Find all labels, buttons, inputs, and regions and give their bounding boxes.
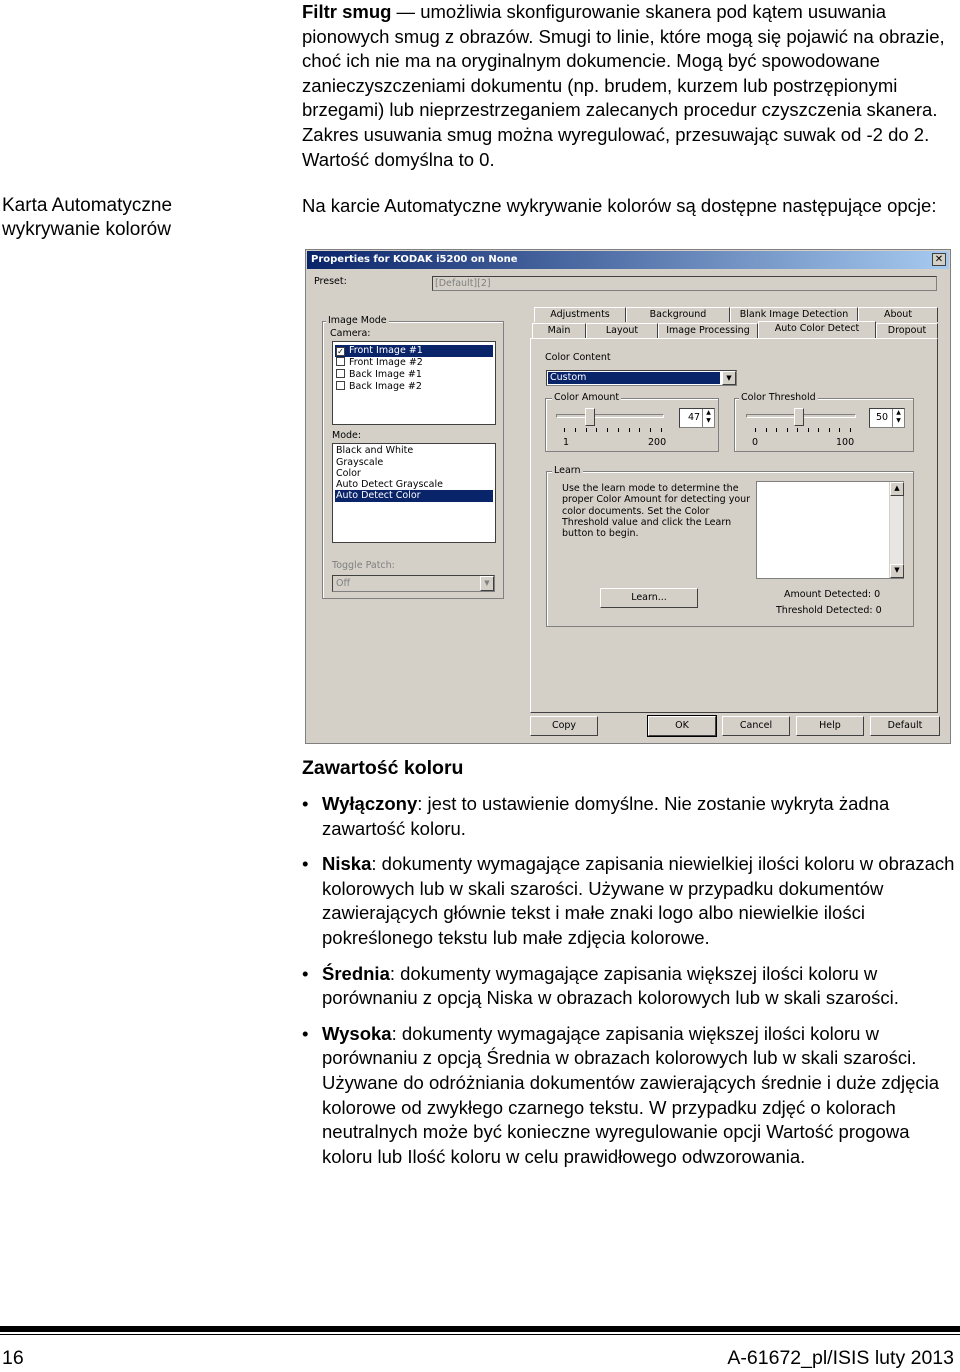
color-amount-spinbox[interactable] [679,408,715,428]
amount-detected: Amount Detected: 0 [784,589,881,600]
scrollbar[interactable] [889,482,903,578]
dialog-titlebar [307,251,949,269]
color-amount-value: 47 [688,412,701,423]
list-item [302,962,957,1011]
learn-instructions: Use the learn mode to determine the proper Color Amount for detecting your color documents. Set the Color Threshold value and click the Learn button to begin. [562,483,751,540]
checkbox-checked-icon[interactable]: ✓ [337,347,344,356]
mode-item[interactable]: Black and White [336,445,414,456]
section-title: Zawartość koloru [302,757,464,779]
help-button[interactable]: Help [796,716,864,736]
slider-tick [818,428,819,432]
option-term: Średnia [322,962,390,984]
chevron-down-icon[interactable]: ▼ [722,371,736,385]
section-intro: Na karcie Automatyczne wykrywanie kolorów są dostępne następujące opcje: [302,195,937,216]
slider-tick [797,428,798,432]
learn-preview [756,481,904,579]
color-amount-label: Color Amount [554,392,620,403]
color-threshold-value: 50 [876,412,889,423]
tab-blank-image-detection[interactable]: Blank Image Detection [730,307,858,322]
color-amount-ticks [564,428,662,434]
list-item [302,1022,957,1170]
camera-label: Camera: [330,328,371,339]
slider-tick [639,428,640,432]
mode-list[interactable] [332,443,496,543]
copy-button[interactable]: Copy [530,716,598,736]
checkbox-icon[interactable] [336,381,345,390]
color-threshold-max: 100 [836,437,855,448]
toggle-patch-select[interactable] [332,575,495,592]
color-amount-slider-thumb[interactable] [585,408,595,426]
color-threshold-ticks [755,428,851,434]
slider-tick [755,428,756,432]
slider-tick [607,428,608,432]
slider-tick [839,428,840,432]
default-button[interactable]: Default [870,716,940,736]
option-term: Niska [322,853,372,875]
image-mode-label: Image Mode [328,315,387,326]
camera-item[interactable]: ✓ Front Image #1 [335,345,493,357]
option-description: : jest to ustawienie domyślne. Nie zostanie wykryta żadna zawartość koloru. [322,793,890,839]
slider-tick [776,428,777,432]
color-content-label: Color Content [545,352,611,363]
slider-tick [766,428,767,432]
checkbox-icon[interactable] [336,369,345,378]
bullet-icon: • [302,793,309,814]
slider-tick [629,428,630,432]
color-amount-max: 200 [648,437,667,448]
slider-tick [650,428,651,432]
page-number: 16 [2,1347,24,1369]
footer-rule [0,1326,960,1332]
threshold-detected: Threshold Detected: 0 [776,605,882,616]
slider-tick [808,428,809,432]
preset-label: Preset: [314,276,347,287]
mode-label: Mode: [332,430,362,441]
camera-item[interactable]: Front Image #2 [335,357,423,369]
spin-arrows-icon[interactable]: ▲ ▼ [702,409,714,427]
slider-tick [575,428,576,432]
slider-tick [787,428,788,432]
slider-tick [829,428,830,432]
option-description: : dokumenty wymagające zapisania większej ilości koloru w porównaniu z opcją Niska w obrazach kolorowych lub w skali szarości. [322,962,899,1009]
slider-tick [661,428,662,432]
camera-list[interactable] [332,341,496,425]
color-content-select[interactable] [546,370,737,386]
chevron-down-icon[interactable]: ▼ [480,576,494,591]
intro-text: — umożliwia skonfigurowanie skanera pod kątem usuwania pionowych smug z obrazów. Smugi to linie, które mogą się pojawić na obrazie, choć ich nie ma na oryginalnym dokumencie. Mogą być spowodowane zanieczyszczeniami dokumentu (np. brudem, kurzem lub postrzępionymi brzegami) lub nieprzestrzeganiem zalecanych procedur czyszczenia skanera. Zakres usuwania smug można wyregulować, przesuwając suwak od -2 do 2. Wartość domyślna to 0. [302,1,945,170]
option-description: : dokumenty wymagające zapisania większej ilości koloru w porównaniu z opcją Średnia w obrazach kolorowych lub w skali szarości. Używane do odróżniania dokumentów zawierających średnie i duże zdjęcia kolorowe od zwykłego czarnego tekstu. W przypadku zdjęć o kolorach neutralnych może być konieczne wyregulowanie opcji Wartość progowa koloru lub Ilość koloru w celu prawidłowego odwzorowania. [322,1022,940,1167]
camera-item[interactable]: Back Image #2 [335,381,422,393]
intro-term: Filtr smug [302,1,392,22]
slider-tick [564,428,565,432]
color-amount-min: 1 [563,437,570,448]
list-item [302,852,957,950]
color-content-value: Custom [548,372,720,384]
camera-item[interactable]: Back Image #1 [335,369,422,381]
bullet-icon: • [302,962,309,984]
toggle-patch-value: Off [336,578,351,589]
footer-rule-thin [0,1334,960,1335]
slider-tick [586,428,587,432]
cancel-button[interactable]: Cancel [722,716,790,736]
dialog-title: Properties for KODAK i5200 on None [311,254,518,265]
scroll-down-icon[interactable]: ▼ [890,564,904,578]
preset-field [432,276,937,291]
color-threshold-spinbox[interactable] [869,408,905,428]
tab-layout[interactable]: Layout [586,323,658,338]
learn-button[interactable]: Learn... [600,588,698,608]
side-heading: Karta Automatyczne wykrywanie kolorów [2,195,173,240]
list-item [302,792,957,841]
tab-adjustments[interactable]: Adjustments [534,307,626,322]
document-id: A-61672_pl/ISIS luty 2013 [727,1347,954,1369]
slider-tick [596,428,597,432]
scroll-up-icon[interactable]: ▲ [890,482,904,496]
bullet-icon: • [302,1022,309,1044]
tab-background[interactable]: Background [626,307,730,322]
close-icon[interactable]: ✕ [932,253,946,266]
checkbox-icon[interactable] [336,357,345,366]
bullet-icon: • [302,853,309,875]
mode-item[interactable]: Color [336,468,361,479]
color-threshold-min: 0 [752,437,759,448]
intro-paragraph [302,0,957,172]
ok-button[interactable]: OK [648,716,716,736]
slider-tick [618,428,619,432]
spin-arrows-icon[interactable]: ▲ ▼ [892,409,904,427]
toggle-patch-label: Toggle Patch: [332,560,395,571]
properties-dialog [305,249,951,744]
option-term: Wysoka [322,1022,392,1044]
tab-about[interactable]: About [858,307,938,322]
preset-value: [Default][2] [435,278,491,289]
mode-item[interactable]: Grayscale [336,457,384,468]
color-threshold-slider-thumb[interactable] [794,408,804,426]
mode-item[interactable]: Auto Detect Grayscale [336,479,443,490]
tab-dropout[interactable]: Dropout [876,323,938,338]
tab-main[interactable]: Main [532,323,586,338]
option-description: : dokumenty wymagające zapisania niewielkiej ilości koloru w obrazach kolorowych lub w skali szarości. Używane w przypadku dokumentów zawierających głównie tekst i małe znaki logo albo niewielkie ilości pokreślonego tekstu lub małe zdjęcia kolorowe. [322,853,955,948]
mode-item-selected[interactable]: Auto Detect Color [335,490,493,502]
learn-label: Learn [554,465,581,476]
option-list [302,792,957,1180]
color-threshold-label: Color Threshold [741,392,816,403]
option-term: Wyłączony [322,793,418,814]
slider-tick [850,428,851,432]
color-amount-track[interactable] [556,414,664,418]
tab-image-processing[interactable]: Image Processing [658,323,758,338]
tab-auto-color-detect[interactable]: Auto Color Detect [758,321,876,338]
